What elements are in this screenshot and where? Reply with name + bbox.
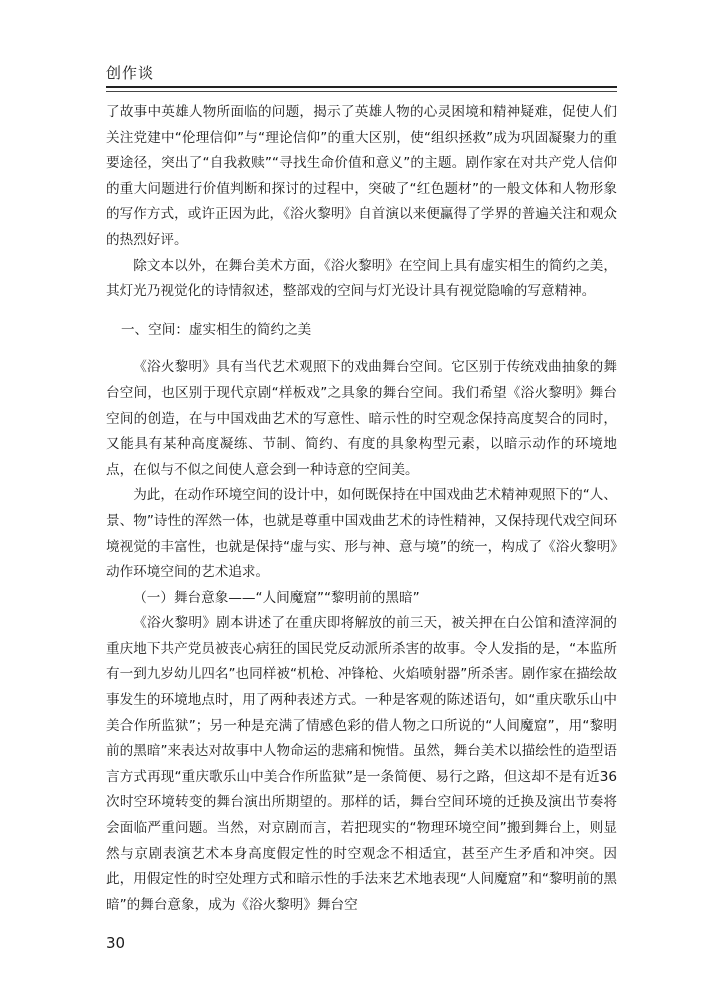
header-rule-thin [106,91,617,92]
paragraph: 《浴火黎明》具有当代艺术观照下的戏曲舞台空间。它区别于传统戏曲抽象的舞台空间，也区别于现代京剧“样板戏”之具象的舞台空间。我们希望《浴火黎明》舞台空间的创造，在与中国戏曲艺术的写意性、暗示性的时空观念保持高度契合的同时，又能具有某种高度凝练、节制、简约、有度的具象构型元素，以暗示动作的环境地点，在似与不似之间使人意会到一种诗意的空间美。 [106,359,617,478]
paragraph: 为此，在动作环境空间的设计中，如何既保持在中国戏曲艺术精神观照下的“人、景、物”诗性的浑然一体，也就是尊重中国戏曲艺术的诗性精神，又保持现代戏空间环境视觉的丰富性，也就是保持“虚与实、形与神、意与境”的统一，构成了《浴火黎明》动作环境空间的艺术追求。 [106,487,617,581]
page-number: 30 [106,934,126,952]
subsection-heading: （一）舞台意象——“人间魔窟”“黎明前的黑暗” [133,589,420,606]
paragraph-continued: 了故事中英雄人物所面临的问题，揭示了英雄人物的心灵困境和精神疑难，促使人们关注党建中“伦理信仰”与“理论信仰”的重大区别，使“组织拯救”成为巩固凝聚力的重要途径，突出了“自我救赎”“寻找生命价值和意义”的主题。剧作家在对共产党人信仰的重大问题进行价值判断和探讨的过程中，突破了“红色题材”的一般文体和人物形象的写作方式，或许正因为此，《浴火黎明》自首演以来便赢得了学界的普遍关注和观众的热烈好评。 [106,104,617,248]
section-heading: 一、空间：虚实相生的简约之美 [120,321,312,338]
header-rule-thick [106,86,617,88]
article-body [106,100,617,918]
paragraph: 《浴火黎明》剧本讲述了在重庆即将解放的前三天，被关押在白公馆和渣滓洞的重庆地下共产党员被丧心病狂的国民党反动派所杀害的故事。令人发指的是，“本监所有一到九岁幼儿四名”也同样被“机枪、冲锋枪、火焰喷射器”所杀害。剧作家在描绘故事发生的环境地点时，用了两种表述方式。一种是客观的陈述语句，如“重庆歌乐山中美合作所监狱”；另一种是充满了情感色彩的借人物之口所说的“人间魔窟”，用“黎明前的黑暗”来表达对故事中人物命运的悲痛和惋惜。虽然，舞台美术以描绘性的造型语言方式再现“重庆歌乐山中美合作所监狱”是一条简便、易行之路，但这却不是有近36次时空环境转变的舞台演出所期望的。那样的话，舞台空间环境的迁换及演出节奏将会面临严重问题。当然，对京剧而言，若把现实的“物理环境空间”搬到舞台上，则显然与京剧表演艺术本身高度假定性的时空观念不相适宜，甚至产生矛盾和冲突。因此，用假定性的时空处理方式和暗示性的手法来艺术地表现“人间魔窟”和“黎明前的黑暗”的舞台意象，成为《浴火黎明》舞台空 [106,615,617,913]
running-header: 创作谈 [106,64,155,82]
paragraph: 除文本以外，在舞台美术方面，《浴火黎明》在空间上具有虚实相生的简约之美，其灯光乃视觉化的诗情叙述，整部戏的空间与灯光设计具有视觉隐喻的写意精神。 [106,257,617,300]
